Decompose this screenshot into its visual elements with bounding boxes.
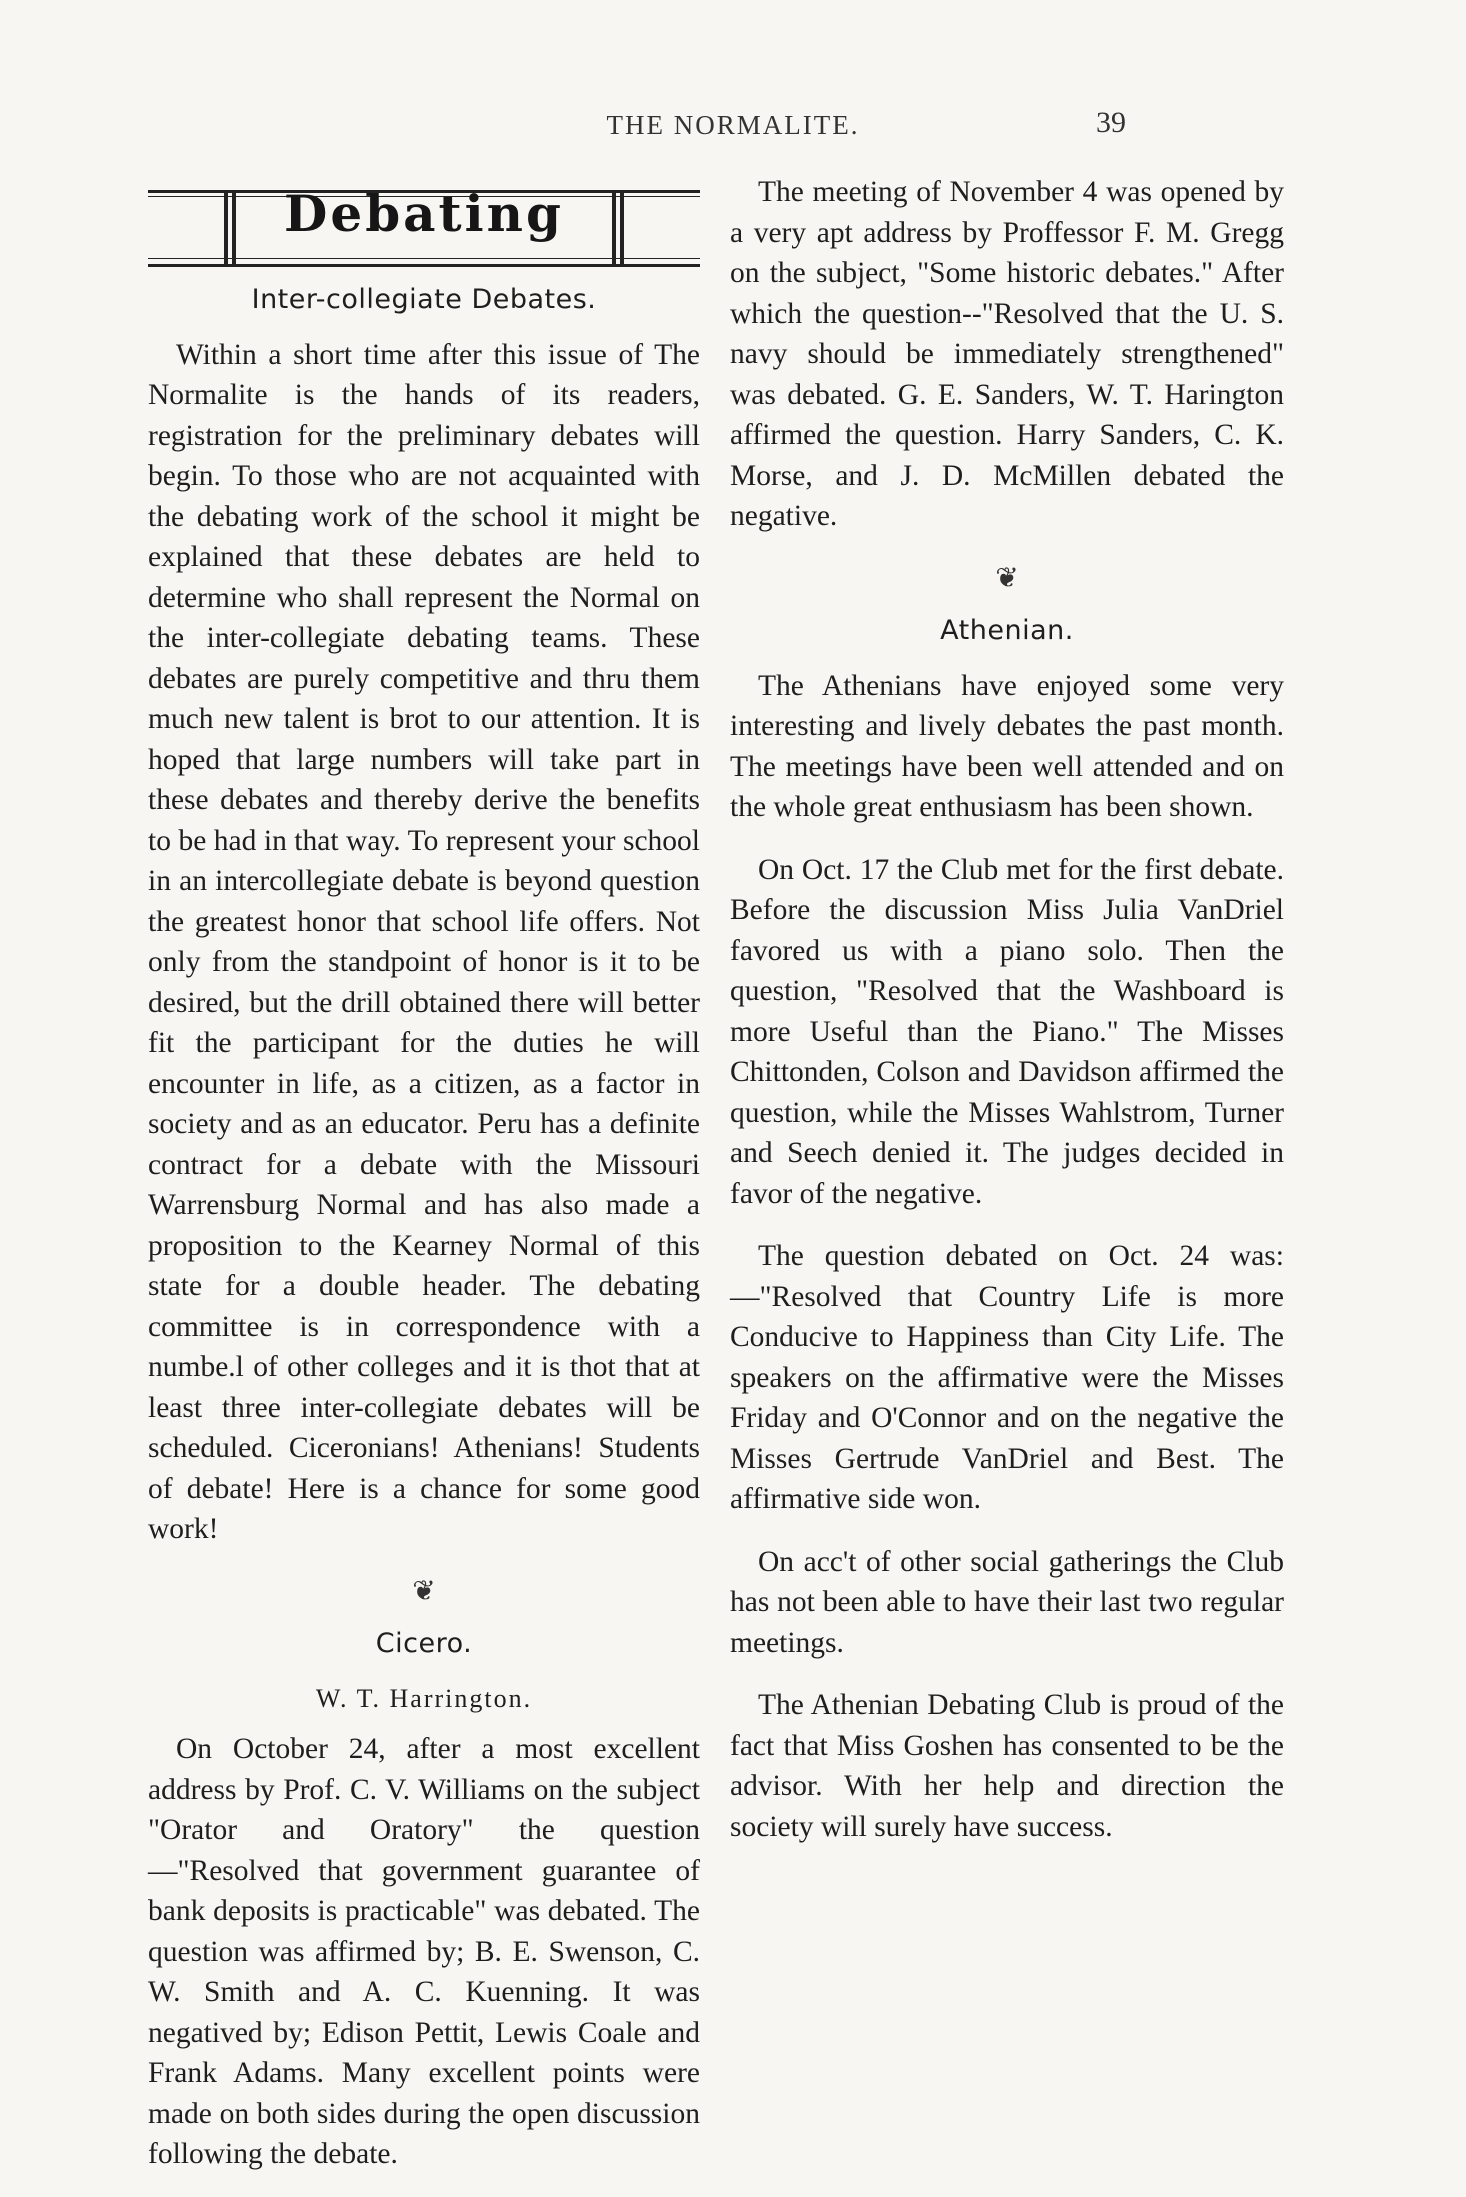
intercollegiate-heading: Inter-collegiate Debates. xyxy=(251,284,597,315)
page-number: 39 xyxy=(1096,106,1126,139)
banner-rule xyxy=(148,264,700,267)
banner-rule xyxy=(148,258,700,259)
cicero-paragraph-2: The meeting of November 4 was opened by a very apt address by Proffessor F. M. Gregg on the subject, "Some historic debates." After which the question--"Resolved that the U. S. navy should be immediately strengthened" was debated. G. E. Sanders, W. T. Harington affirmed the question. Harry Sanders, C. K. Morse, and J. D. McMillen debated the negative. xyxy=(730,176,1284,532)
banner-title: Debating xyxy=(284,184,564,243)
ornament-icon: ❦ xyxy=(412,1575,436,1607)
athenian-paragraph-4: On acc't of other social gatherings the Club has not been able to have their last two regular meetings. xyxy=(730,1545,1284,1659)
athenian-paragraph-3: The question debated on Oct. 24 was:—"Resolved that Country Life is more Conducive to Happiness than City Life. The speakers on the affirmative were the Misses Friday and O'Connor and on the negative the Misses Gertrude VanDriel and Best. The affirmative side won. xyxy=(730,1240,1284,1515)
left-column xyxy=(148,172,700,2197)
ornament-icon: ❦ xyxy=(995,562,1019,594)
intercollegiate-paragraph: Within a short time after this issue of The Normalite is the hands of its readers, registration for the preliminary debates will begin. To those who are not acquainted with the debating work of the school it might be explained that these debates are held to determine who shall represent the Normal on the inter-collegiate debating teams. These debates are purely competitive and thru them much new talent is brot to our attention. It is hoped that large numbers will take part in these debates and thereby derive the benefits to be had in that way. To represent your school in an intercollegiate debate is beyond question the greatest honor that school life offers. Not only from the standpoint of honor is it to be desired, but the drill obtained there will better fit the participant for the duties he will encounter in life, as a citizen, as a factor in society and as an educator. Peru has a definite contract for a debate with the Missouri Warrensburg Normal and has also made a proposition to the Kearney Normal of this state for a double header. The debating committee is in correspondence with a numbe.l of other colleges and it is thot that at least three inter-collegiate debates will be scheduled. Ciceronians! Athenians! Students of debate! Here is a chance for some good work! xyxy=(148,338,700,1545)
cicero-paragraph-1: On October 24, after a most excellent address by Prof. C. V. Williams on the subject "Orator and Oratory" the question—"Resolved that government guarantee of bank deposits is practicable" was debated. The question was affirmed by; B. E. Swenson, C. W. Smith and A. C. Kuenning. It was negatived by; Edison Pettit, Lewis Coale and Frank Adams. Many excellent points were made on both sides during the open discussion following the debate. xyxy=(148,1733,700,2170)
cicero-byline: W. T. Harrington. xyxy=(315,1683,533,1713)
athenian-paragraph-2: On Oct. 17 the Club met for the first debate. Before the discussion Miss Julia VanDriel favored us with a piano solo. Then the question, "Resolved that the Washboard is more Useful than the Piano." The Misses Chittonden, Colson and Davidson affirmed the question, while the Misses Wahlstrom, Turner and Seech denied it. The judges decided in favor of the negative. xyxy=(730,853,1284,1210)
running-title: THE NORMALITE. xyxy=(606,110,860,140)
athenian-paragraph-1: The Athenians have enjoyed some very interesting and lively debates the past month. The meetings have been well attended and on the whole great enthusiasm has been shown. xyxy=(730,669,1284,823)
section-banner xyxy=(148,172,700,272)
right-column xyxy=(730,172,1284,1869)
athenian-paragraph-5: The Athenian Debating Club is proud of the fact that Miss Goshen has consented to be the advisor. With her help and direction the society will surely have success. xyxy=(730,1689,1284,1843)
cicero-heading: Cicero. xyxy=(375,1628,473,1659)
athenian-heading: Athenian. xyxy=(940,615,1074,646)
